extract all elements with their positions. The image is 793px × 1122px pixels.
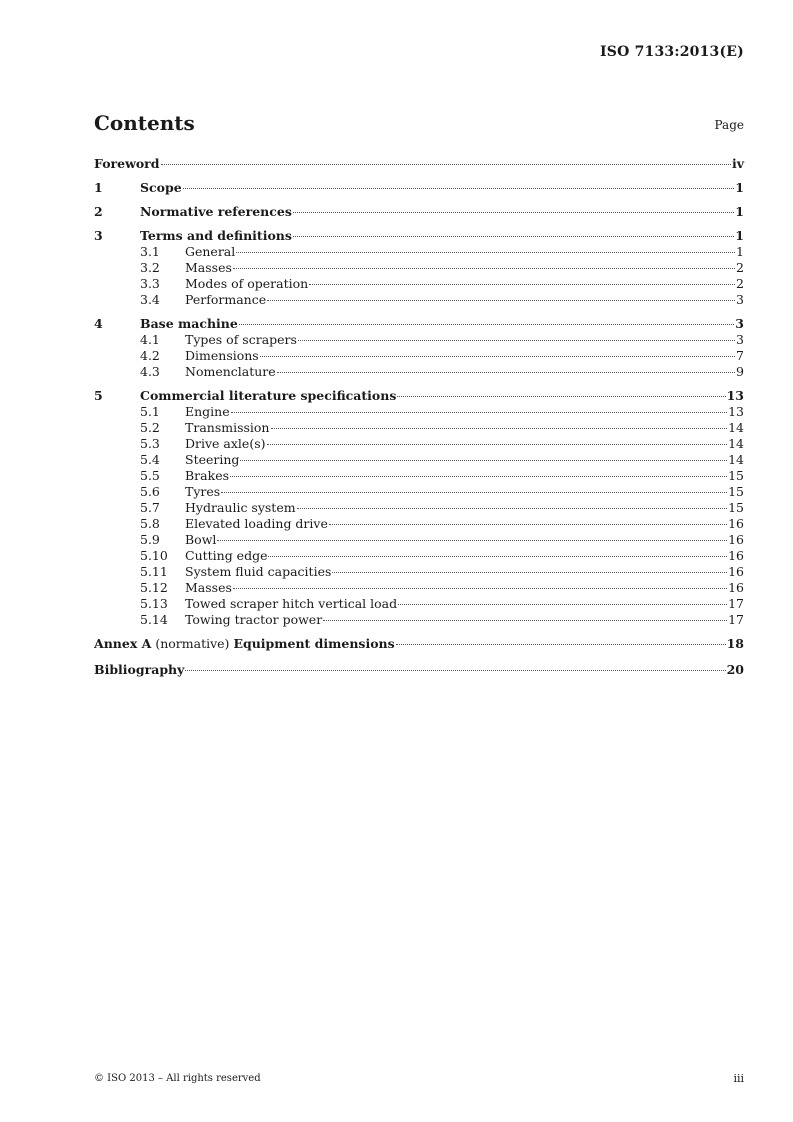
toc-number: 5.9 [140,532,160,547]
toc-page: 2 [736,260,744,275]
toc-title: Equipment dimensions [233,636,395,651]
dot-leader [297,508,728,509]
toc-subentry[interactable] [94,532,744,548]
toc-title: General [185,244,236,259]
toc-title: Bibliography [94,662,185,677]
dot-leader [398,604,727,605]
dot-leader [397,396,725,397]
dot-leader [268,556,727,557]
toc-number: 5.8 [140,516,160,531]
toc-number: 5.1 [140,404,160,419]
dot-leader [298,340,735,341]
toc-title: Nomenclature [185,364,276,379]
toc-title: Normative references [140,204,292,219]
toc-subentry[interactable] [94,420,744,436]
dot-leader [277,372,735,373]
toc-annex-prefix: Annex A [94,636,152,651]
toc-page: 1 [735,204,744,219]
toc-title: Base machine [140,316,238,331]
toc-page: 15 [728,500,744,515]
toc-title: Engine [185,404,230,419]
toc-title: Dimensions [185,348,259,363]
toc-title: Drive axle(s) [185,436,266,451]
dot-leader [161,164,731,165]
toc-entry-foreword[interactable] [94,156,744,172]
toc-subentry[interactable] [94,244,744,260]
toc-page: 17 [728,596,744,611]
document-id: ISO 7133:2013(E) [600,44,744,60]
toc-page: 3 [735,316,744,331]
toc-subentry[interactable] [94,564,744,580]
dot-leader [221,492,727,493]
copyright-notice: © ISO 2013 – All rights reserved [94,1073,261,1084]
dot-leader [332,572,727,573]
toc-subentry[interactable] [94,596,744,612]
toc-number: 5.12 [140,580,168,595]
toc-page: 3 [736,292,744,307]
toc-title: Transmission [185,420,270,435]
toc-title: Scope [140,180,182,195]
toc-number: 5.6 [140,484,160,499]
dot-leader [323,620,727,621]
toc-subentry[interactable] [94,468,744,484]
dot-leader [271,428,728,429]
toc-page: 14 [728,452,744,467]
toc-subentry[interactable] [94,500,744,516]
toc-number: 5.11 [140,564,168,579]
toc-title: Hydraulic system [185,500,296,515]
toc-number: 1 [94,180,103,195]
toc-title: Terms and definitions [140,228,292,243]
toc-number: 4.1 [140,332,160,347]
page-number: iii [733,1072,744,1085]
toc-page: 14 [728,420,744,435]
toc-page: 16 [728,580,744,595]
toc-subentry[interactable] [94,452,744,468]
dot-leader [236,252,735,253]
dot-leader [217,540,727,541]
toc-title: Masses [185,260,232,275]
toc-subentry[interactable] [94,548,744,564]
toc-title: Commercial literature specifications [140,388,397,403]
toc-entry-normative-references[interactable] [94,204,744,220]
toc-entry-annex-a[interactable] [94,636,744,652]
dot-leader [233,268,735,269]
contents-heading: Contents [94,111,195,135]
toc-subentry[interactable] [94,404,744,420]
dot-leader [233,588,727,589]
toc-number: 3 [94,228,103,243]
toc-number: 4.2 [140,348,160,363]
toc-page: 16 [728,548,744,563]
toc-number: 5.2 [140,420,160,435]
toc-number: 3.3 [140,276,160,291]
toc-number: 5.3 [140,436,160,451]
toc-entry-terms-and-definitions[interactable] [94,228,744,244]
toc-page: 13 [728,404,744,419]
toc-page: 18 [726,636,744,651]
toc-page: 15 [728,484,744,499]
dot-leader [185,670,725,671]
toc-title: System fluid capacities [185,564,332,579]
toc-page: 2 [736,276,744,291]
toc-title: Tyres [185,484,221,499]
toc-title: Types of scrapers [185,332,297,347]
toc-title: Towed scraper hitch vertical load [185,596,398,611]
toc-page: 13 [726,388,744,403]
dot-leader [239,324,734,325]
toc-number: 5.13 [140,596,168,611]
toc-subentry[interactable] [94,484,744,500]
toc-page: 20 [726,662,744,677]
toc-number: 3.4 [140,292,160,307]
dot-leader [230,476,727,477]
toc-title: Foreword [94,156,160,171]
dot-leader [309,284,735,285]
dot-leader [293,212,734,213]
toc-number: 5.7 [140,500,160,515]
dot-leader [231,412,727,413]
toc-entry-scope[interactable] [94,180,744,196]
dot-leader [267,300,735,301]
toc-subentry[interactable] [94,516,744,532]
toc-title: Bowl [185,532,217,547]
toc-number: 4 [94,316,103,331]
toc-number: 5 [94,388,103,403]
toc-number: 5.14 [140,612,168,627]
toc-page: 16 [728,564,744,579]
toc-subentry[interactable] [94,276,744,292]
toc-title: Cutting edge [185,548,268,563]
toc-number: 5.10 [140,548,168,563]
table-of-contents [94,156,744,678]
dot-leader [267,444,728,445]
toc-subentry[interactable] [94,364,744,380]
toc-subentry[interactable] [94,260,744,276]
toc-page: iv [731,156,744,171]
toc-entry-base-machine[interactable] [94,316,744,332]
toc-title: Modes of operation [185,276,309,291]
toc-number: 3.2 [140,260,160,275]
toc-subentry[interactable] [94,292,744,308]
dot-leader [260,356,735,357]
dot-leader [183,188,735,189]
toc-annex-qualifier: (normative) [155,636,230,651]
toc-entry-bibliography[interactable] [94,662,744,678]
toc-page: 1 [735,228,744,243]
toc-entry-commercial-literature-specifications[interactable] [94,388,744,404]
dot-leader [396,644,726,645]
toc-page: 3 [736,332,744,347]
toc-page: 1 [735,180,744,195]
toc-subentry[interactable] [94,332,744,348]
toc-page: 9 [736,364,744,379]
toc-page: 17 [728,612,744,627]
toc-title: Steering [185,452,240,467]
toc-title: Masses [185,580,232,595]
dot-leader [240,460,727,461]
toc-page: 16 [728,532,744,547]
dot-leader [329,524,727,525]
toc-page: 15 [728,468,744,483]
toc-subentry[interactable] [94,348,744,364]
dot-leader [293,236,734,237]
toc-number: 4.3 [140,364,160,379]
toc-number: 5.5 [140,468,160,483]
toc-number: 2 [94,204,103,219]
page-column-label: Page [714,118,744,132]
toc-page: 7 [736,348,744,363]
toc-subentry[interactable] [94,436,744,452]
toc-subentry[interactable] [94,580,744,596]
toc-title: Elevated loading drive [185,516,328,531]
toc-title: Brakes [185,468,230,483]
toc-title: Performance [185,292,267,307]
toc-subentry[interactable] [94,612,744,628]
toc-page: 1 [736,244,744,259]
toc-number: 3.1 [140,244,160,259]
toc-page: 16 [728,516,744,531]
toc-title: Towing tractor power [185,612,323,627]
toc-page: 14 [728,436,744,451]
toc-number: 5.4 [140,452,160,467]
